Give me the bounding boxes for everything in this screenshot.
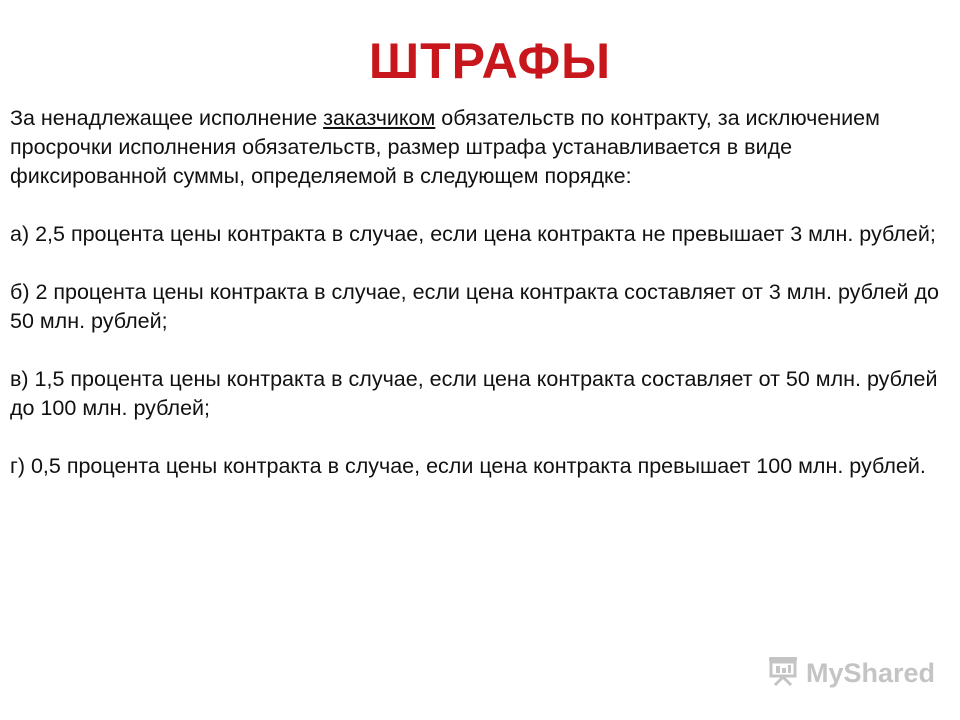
list-item-c: в) 1,5 процента цены контракта в случае, если цена контракта составляет от 50 млн. рублей до 100 млн. рублей;	[10, 367, 938, 420]
intro-paragraph	[10, 104, 945, 191]
presentation-board-icon	[766, 656, 800, 691]
slide-body	[10, 104, 945, 481]
watermark-text: MyShared	[806, 658, 936, 688]
watermark-logo	[766, 656, 935, 691]
list-item-d: г) 0,5 процента цены контракта в случае, если цена контракта превышает 100 млн. рублей.	[10, 454, 926, 478]
list-item-b: б) 2 процента цены контракта в случае, если цена контракта составляет от 3 млн. рублей до 50 млн. рублей;	[10, 280, 939, 333]
intro-underlined-word: заказчиком	[323, 106, 436, 130]
list-item-a: а) 2,5 процента цены контракта в случае, если цена контракта не превышает 3 млн. рублей;	[10, 222, 936, 246]
intro-text-before: За ненадлежащее исполнение	[10, 106, 324, 130]
slide-title: ШТРАФЫ	[368, 33, 612, 89]
intro-text-after: обязательств по контракту, за исключением просрочки исполнения обязательств, размер штрафа устанавливается в виде фиксированной суммы, определяемой в следующем порядке:	[10, 106, 880, 188]
